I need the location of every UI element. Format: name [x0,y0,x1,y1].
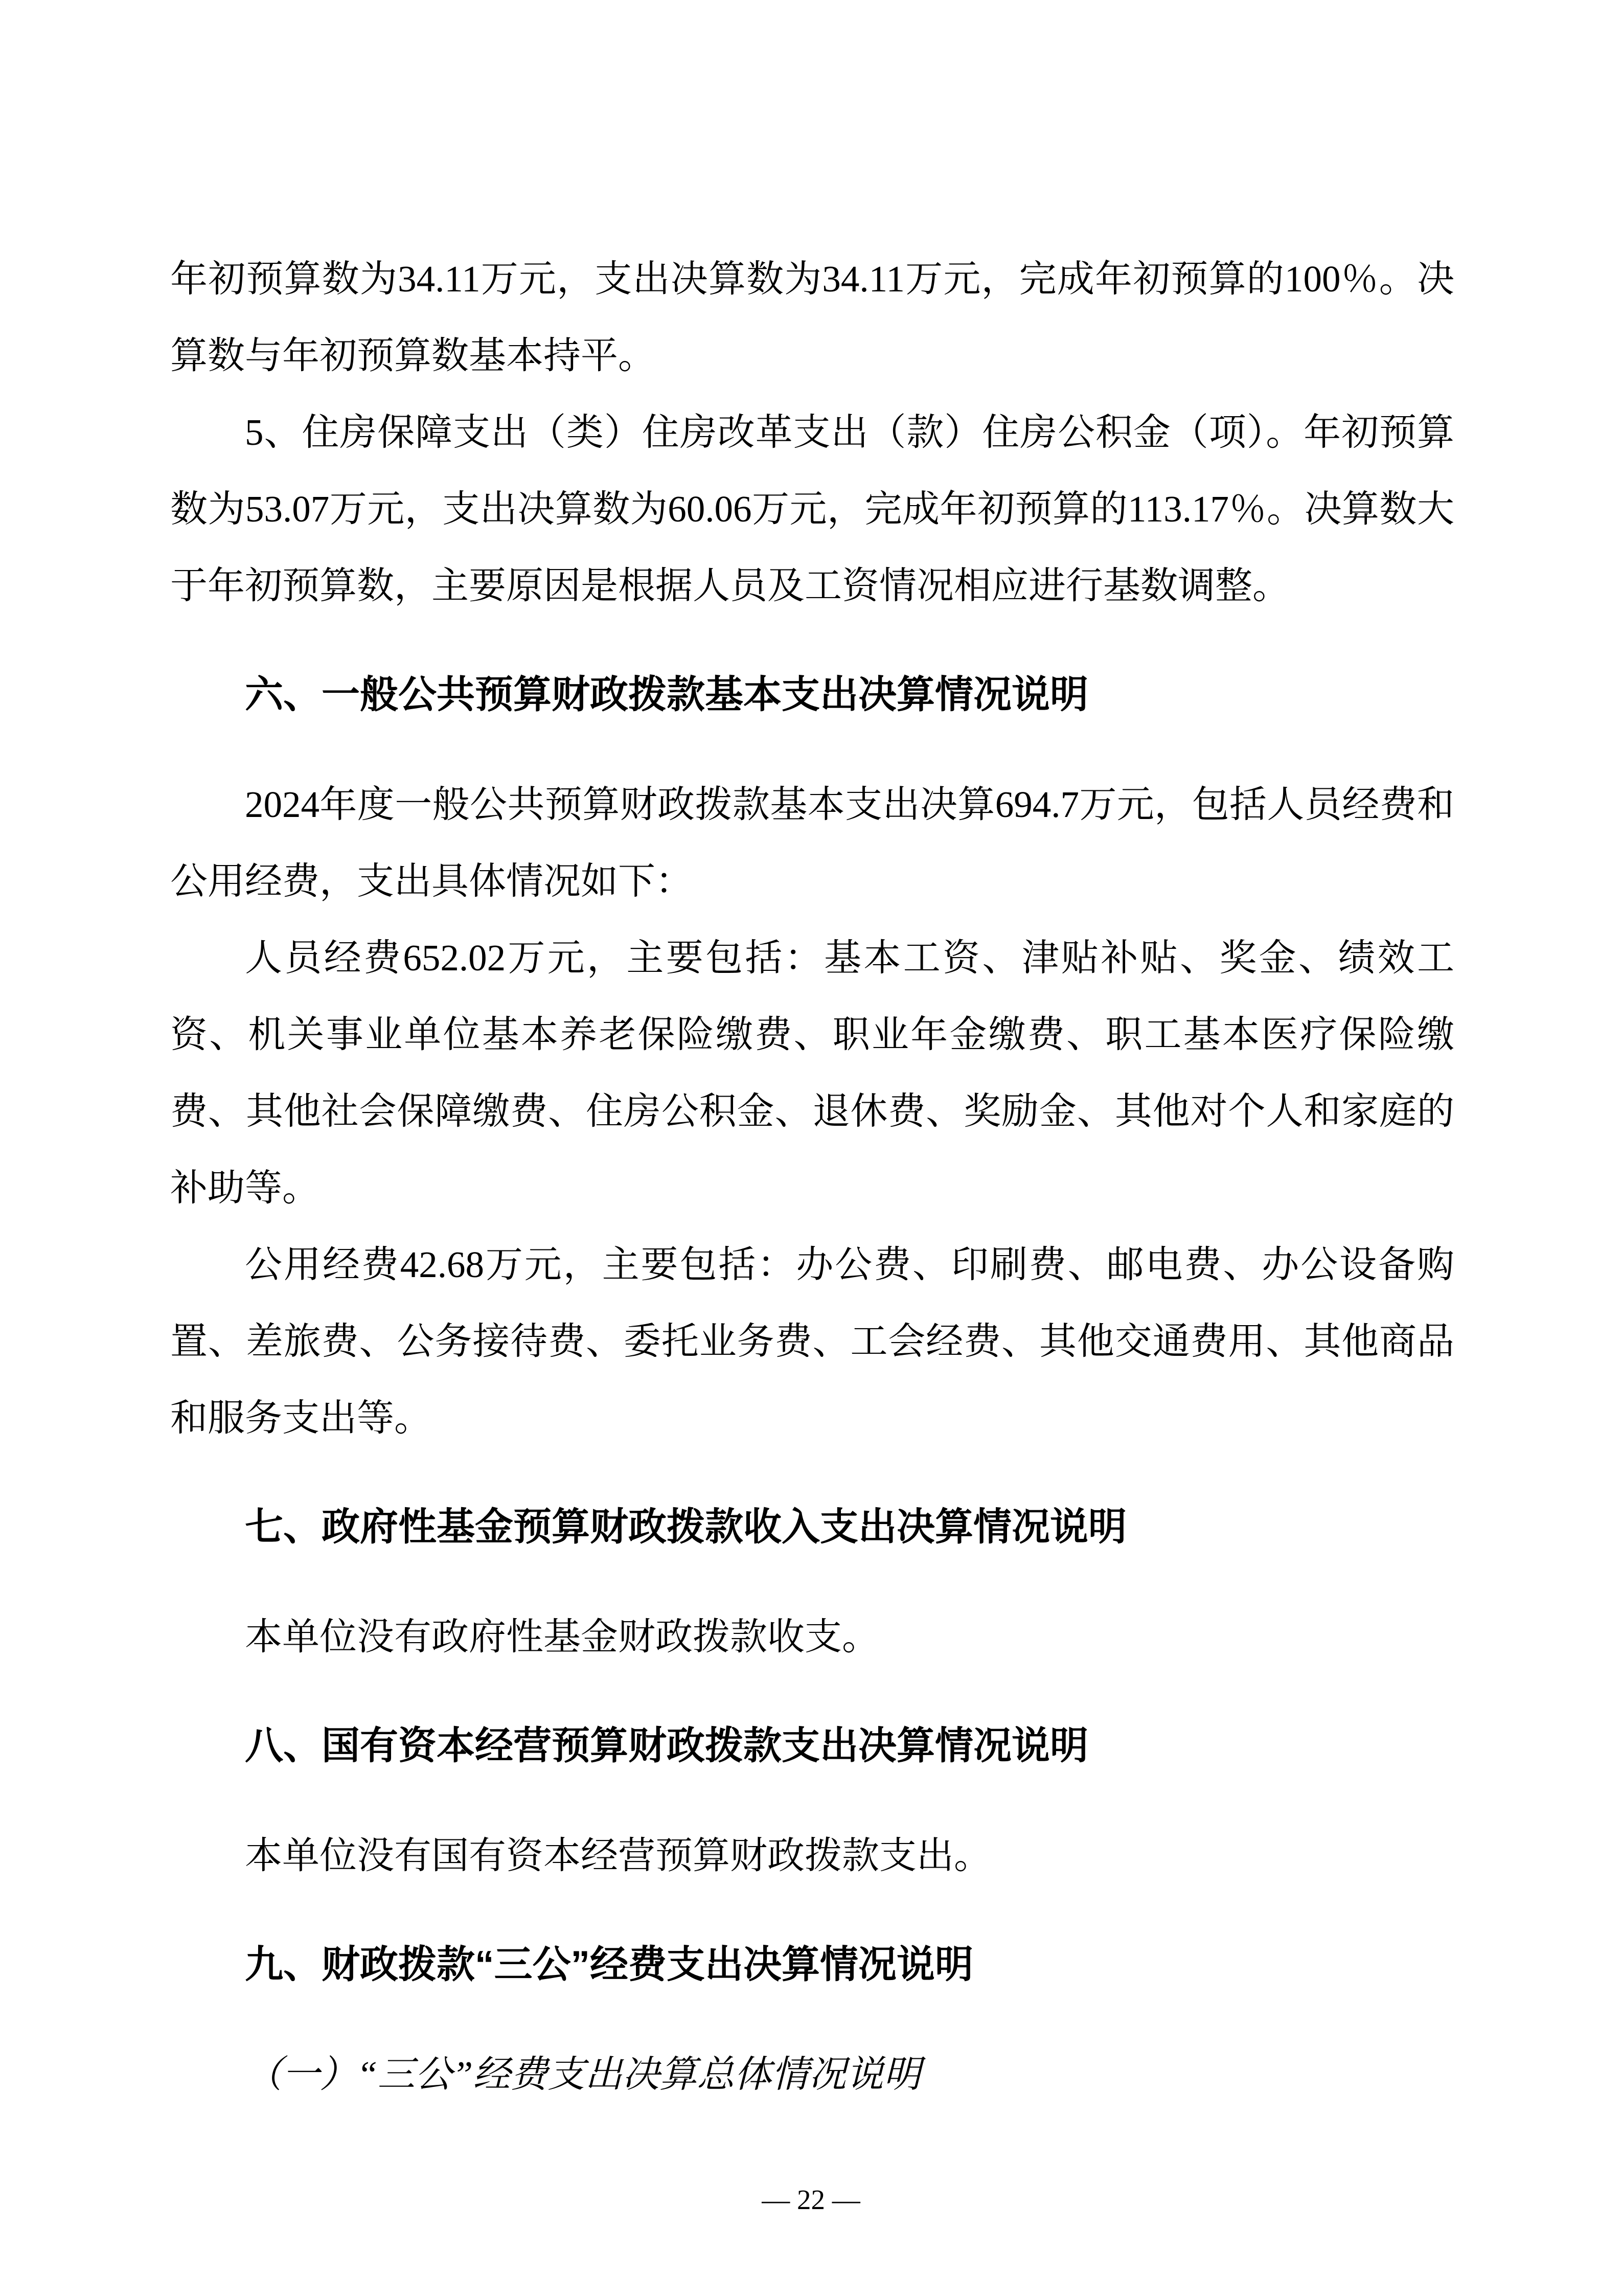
subsection-heading-9-1: （一）“三公”经费支出决算总体情况说明 [245,2054,921,2095]
paragraph-housing-item5: 5、住房保障支出（类）住房改革支出（款）住房公积金（项）。年初预算数为53.07万元，支出决算数为60.06万元，完成年初预算的113.17％。决算数大于年初预算数，主要原因是根据人员及工资情况相应进行基数调整。 [170,412,1454,606]
paragraph-no-gov-fund: 本单位没有政府性基金财政拨款收支。 [245,1616,879,1657]
section-heading-7: 七、政府性基金预算财政拨款收入支出决算情况说明 [245,1505,1127,1548]
section-heading-8: 八、国有资本经营预算财政拨款支出决算情况说明 [245,1724,1089,1767]
paragraph-public-funds: 公用经费42.68万元，主要包括：办公费、印刷费、邮电费、办公设备购置、差旅费、公务接待费、委托业务费、工会经费、其他交通费用、其他商品和服务支出等。 [170,1244,1454,1439]
paragraph-no-state-capital: 本单位没有国有资本经营预算财政拨款支出。 [245,1835,991,1876]
paragraph-basic-expenditure-total: 2024年度一般公共预算财政拨款基本支出决算694.7万元，包括人员经费和公用经费，支出具体情况如下： [170,784,1454,902]
paragraph-personnel-funds: 人员经费652.02万元，主要包括：基本工资、津贴补贴、奖金、绩效工资、机关事业单位基本养老保险缴费、职业年金缴费、职工基本医疗保险缴费、其他社会保障缴费、住房公积金、退休费、奖励金、其他对个人和家庭的补助等。 [170,937,1454,1209]
section-heading-6: 六、一般公共预算财政拨款基本支出决算情况说明 [245,673,1089,716]
page-number: — 22 — [762,2184,860,2215]
page-content [170,241,1454,2113]
section-heading-9: 九、财政拨款“三公”经费支出决算情况说明 [245,1943,974,1986]
paragraph-budget-100pct: 年初预算数为34.11万元，支出决算数为34.11万元，完成年初预算的100％。决算数与年初预算数基本持平。 [170,258,1454,376]
